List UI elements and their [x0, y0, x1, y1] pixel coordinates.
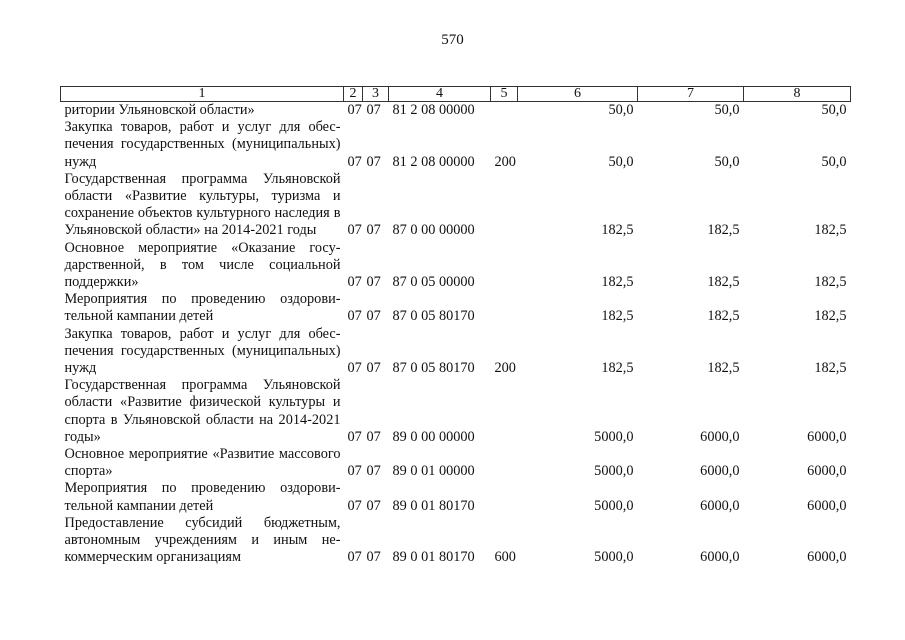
header-col-6: 6 — [518, 87, 638, 102]
row-description: Закупка товаров, работ и услуг для обеспечения государственных (муниципальных) нужд — [64, 119, 341, 170]
table-row — [61, 291, 851, 325]
amount-col-7: 182,5 — [707, 308, 740, 325]
table-row — [61, 446, 851, 480]
section-code: 07 — [347, 428, 362, 445]
subsection-code: 07 — [366, 102, 381, 118]
amount-col-7: 6000,0 — [700, 497, 740, 514]
amount-col-6: 50,0 — [608, 102, 634, 118]
row-description: Предоставление субсидий бюджетным, автономным учреждениям и иным некоммерческим организациям — [64, 514, 341, 566]
expense-type — [491, 291, 518, 325]
table-row — [61, 171, 851, 240]
expense-type — [491, 480, 518, 514]
subsection-code: 07 — [366, 497, 381, 514]
amount-col-6: 182,5 — [601, 308, 634, 325]
target-code: 89 0 01 80170 — [392, 497, 475, 514]
amount-col-6: 182,5 — [601, 274, 634, 291]
amount-col-8: 6000,0 — [807, 428, 847, 445]
amount-col-8: 50,0 — [821, 153, 847, 170]
expense-type — [491, 102, 518, 120]
expense-type — [491, 377, 518, 446]
amount-col-7: 182,5 — [707, 360, 740, 377]
section-code: 07 — [347, 102, 362, 118]
amount-col-8: 6000,0 — [807, 497, 847, 514]
row-description: Основное мероприятие «Развитие массового спорта» — [64, 446, 341, 480]
target-code: 87 0 00 00000 — [392, 222, 475, 239]
section-code: 07 — [347, 463, 362, 480]
subsection-code: 07 — [366, 428, 381, 445]
amount-col-8: 182,5 — [814, 274, 847, 291]
header-row — [61, 87, 851, 102]
amount-col-6: 182,5 — [601, 222, 634, 239]
amount-col-6: 5000,0 — [594, 497, 634, 514]
row-description: Мероприятия по проведению оздоровительной кампании детей — [64, 291, 341, 325]
amount-col-8: 6000,0 — [807, 549, 847, 566]
header-col-1: 1 — [61, 87, 344, 102]
amount-col-8: 182,5 — [814, 222, 847, 239]
table-row — [61, 480, 851, 514]
row-description: Основное мероприятие «Оказание государственной, в том числе социальной поддержки» — [64, 239, 341, 291]
subsection-code: 07 — [366, 549, 381, 566]
subsection-code: 07 — [366, 463, 381, 480]
target-code: 81 2 08 00000 — [392, 102, 475, 118]
row-description: Государственная программа Ульяновской области «Развитие физической культуры и спорта в Ульяновской области на 2014-2021 годы» — [64, 377, 341, 445]
target-code: 87 0 05 80170 — [392, 360, 475, 377]
target-code: 89 0 01 00000 — [392, 463, 475, 480]
target-code: 87 0 05 80170 — [392, 308, 475, 325]
budget-table — [60, 86, 851, 566]
amount-col-7: 6000,0 — [700, 549, 740, 566]
expense-type: 200 — [494, 360, 516, 377]
subsection-code: 07 — [366, 274, 381, 291]
header-col-8: 8 — [744, 87, 851, 102]
target-code: 81 2 08 00000 — [392, 153, 475, 170]
subsection-code: 07 — [366, 222, 381, 239]
amount-col-6: 50,0 — [608, 153, 634, 170]
row-description: Государственная программа Ульяновской области «Развитие культуры, туризма и сохранение объектов культурного наследия в Ульяновской области» на 2014-2021 годы — [64, 170, 341, 239]
header-col-2: 2 — [344, 87, 363, 102]
row-description: ритории Ульяновской области» — [64, 102, 255, 118]
table-row — [61, 515, 851, 567]
expense-type: 200 — [494, 153, 516, 170]
header-col-5: 5 — [491, 87, 518, 102]
section-code: 07 — [347, 497, 362, 514]
amount-col-7: 182,5 — [707, 274, 740, 291]
page-number: 570 — [441, 32, 464, 48]
section-code: 07 — [347, 360, 362, 377]
amount-col-8: 182,5 — [814, 308, 847, 325]
amount-col-8: 6000,0 — [807, 463, 847, 480]
amount-col-8: 182,5 — [814, 360, 847, 377]
amount-col-6: 5000,0 — [594, 549, 634, 566]
subsection-code: 07 — [366, 308, 381, 325]
amount-col-6: 182,5 — [601, 360, 634, 377]
table-row — [61, 102, 851, 120]
table-row — [61, 377, 851, 446]
section-code: 07 — [347, 549, 362, 566]
amount-col-7: 50,0 — [714, 102, 740, 118]
section-code: 07 — [347, 153, 362, 170]
row-description: Закупка товаров, работ и услуг для обеспечения государственных (муниципальных) нужд — [64, 325, 341, 377]
target-code: 87 0 05 00000 — [392, 274, 475, 291]
table-row — [61, 119, 851, 171]
table-row — [61, 326, 851, 378]
subsection-code: 07 — [366, 153, 381, 170]
subsection-code: 07 — [366, 360, 381, 377]
expense-type — [491, 446, 518, 480]
section-code: 07 — [347, 274, 362, 291]
amount-col-7: 182,5 — [707, 222, 740, 239]
amount-col-7: 50,0 — [714, 153, 740, 170]
expense-type — [491, 171, 518, 240]
row-description: Мероприятия по проведению оздоровительной кампании детей — [64, 480, 341, 514]
amount-col-7: 6000,0 — [700, 463, 740, 480]
amount-col-6: 5000,0 — [594, 463, 634, 480]
header-col-7: 7 — [638, 87, 744, 102]
header-col-3: 3 — [363, 87, 389, 102]
target-code: 89 0 00 00000 — [392, 428, 475, 445]
amount-col-8: 50,0 — [821, 102, 847, 118]
header-col-4: 4 — [389, 87, 491, 102]
amount-col-7: 6000,0 — [700, 428, 740, 445]
amount-col-6: 5000,0 — [594, 428, 634, 445]
section-code: 07 — [347, 308, 362, 325]
target-code: 89 0 01 80170 — [392, 549, 475, 566]
section-code: 07 — [347, 222, 362, 239]
expense-type: 600 — [494, 549, 516, 566]
expense-type — [491, 240, 518, 292]
table-row — [61, 240, 851, 292]
